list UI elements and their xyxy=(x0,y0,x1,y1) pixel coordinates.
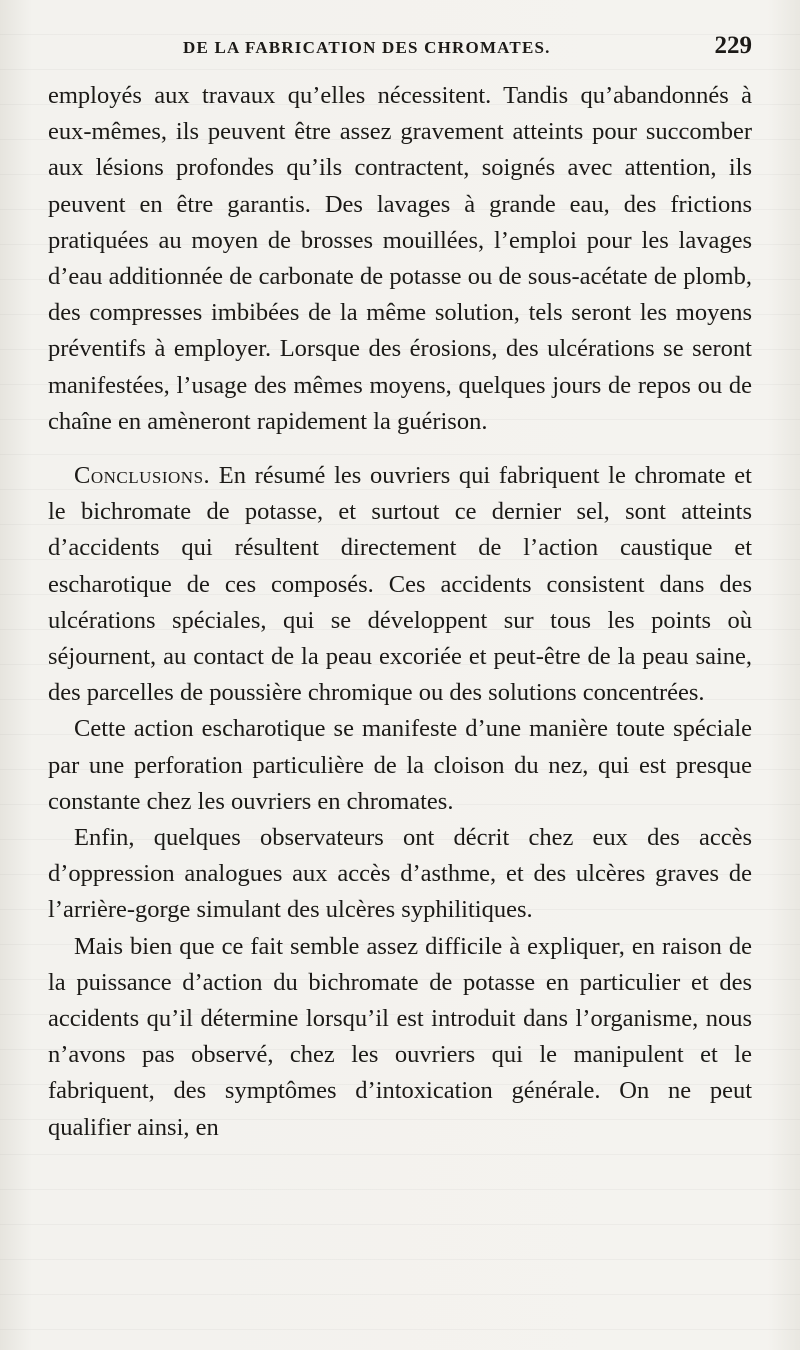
page-number: 229 xyxy=(714,32,752,59)
body-text xyxy=(48,78,752,1146)
paragraph xyxy=(48,711,752,820)
paragraph-text: Cette action escharotique se manifeste d’une manière toute spéciale par une perforation particulière de la cloison du nez, qui est presque constante chez les ouvriers en chromates. xyxy=(48,715,752,815)
running-head: DE LA FABRICATION DES CHROMATES. xyxy=(183,38,551,57)
paragraph xyxy=(48,820,752,929)
section-lead: Conclusions. xyxy=(74,462,211,490)
paragraph-text: employés aux travaux qu’elles nécessitent. Tandis qu’abandonnés à eux-mêmes, ils peuvent être assez gravement atteints pour succomber aux lésions profondes qu’ils contractent, soignés avec attention, ils peuvent en être garantis. Des lavages à grande eau, des frictions pratiquées au moyen de brosses mouillées, l’emploi pour les lavages d’eau additionnée de carbonate de potasse ou de sous-acétate de plomb, des compresses imbibées de la même solution, tels seront les moyens préventifs à employer. Lorsque des érosions, des ulcérations se seront manifestées, l’usage des mêmes moyens, quelques jours de repos ou de chaîne en amèneront rapidement la guérison. xyxy=(48,82,752,435)
paragraph-text: En résumé les ouvriers qui fabriquent le chromate et le bichromate de potasse, et surtout ce dernier sel, sont atteints d’accidents qui résultent directement de l’action caustique et escharotique de ces composés. Ces accidents consistent dans des ulcérations spéciales, qui se développent sur tous les points où séjournent, au contact de la peau excoriée et peut-être de la peau saine, des parcelles de poussière chromique ou des solutions concentrées. xyxy=(48,462,752,707)
paragraph xyxy=(48,929,752,1146)
paragraph xyxy=(48,78,752,440)
paragraph-text: Mais bien que ce fait semble assez difficile à expliquer, en raison de la puissance d’action du bichromate de potasse en particulier et des accidents qu’il détermine lorsqu’il est introduit dans l’organisme, nous n’avons pas observé, chez les ouvriers qui le manipulent et le fabriquent, des symptômes d’intoxication générale. On ne peut qualifier ainsi, en xyxy=(48,932,752,1141)
page-header xyxy=(48,32,752,68)
paragraph-conclusions xyxy=(48,458,752,711)
paragraph-text: Enfin, quelques observateurs ont décrit chez eux des accès d’oppression analogues aux accès d’asthme, et des ulcères graves de l’arrière-gorge simulant des ulcères syphilitiques. xyxy=(48,824,752,924)
